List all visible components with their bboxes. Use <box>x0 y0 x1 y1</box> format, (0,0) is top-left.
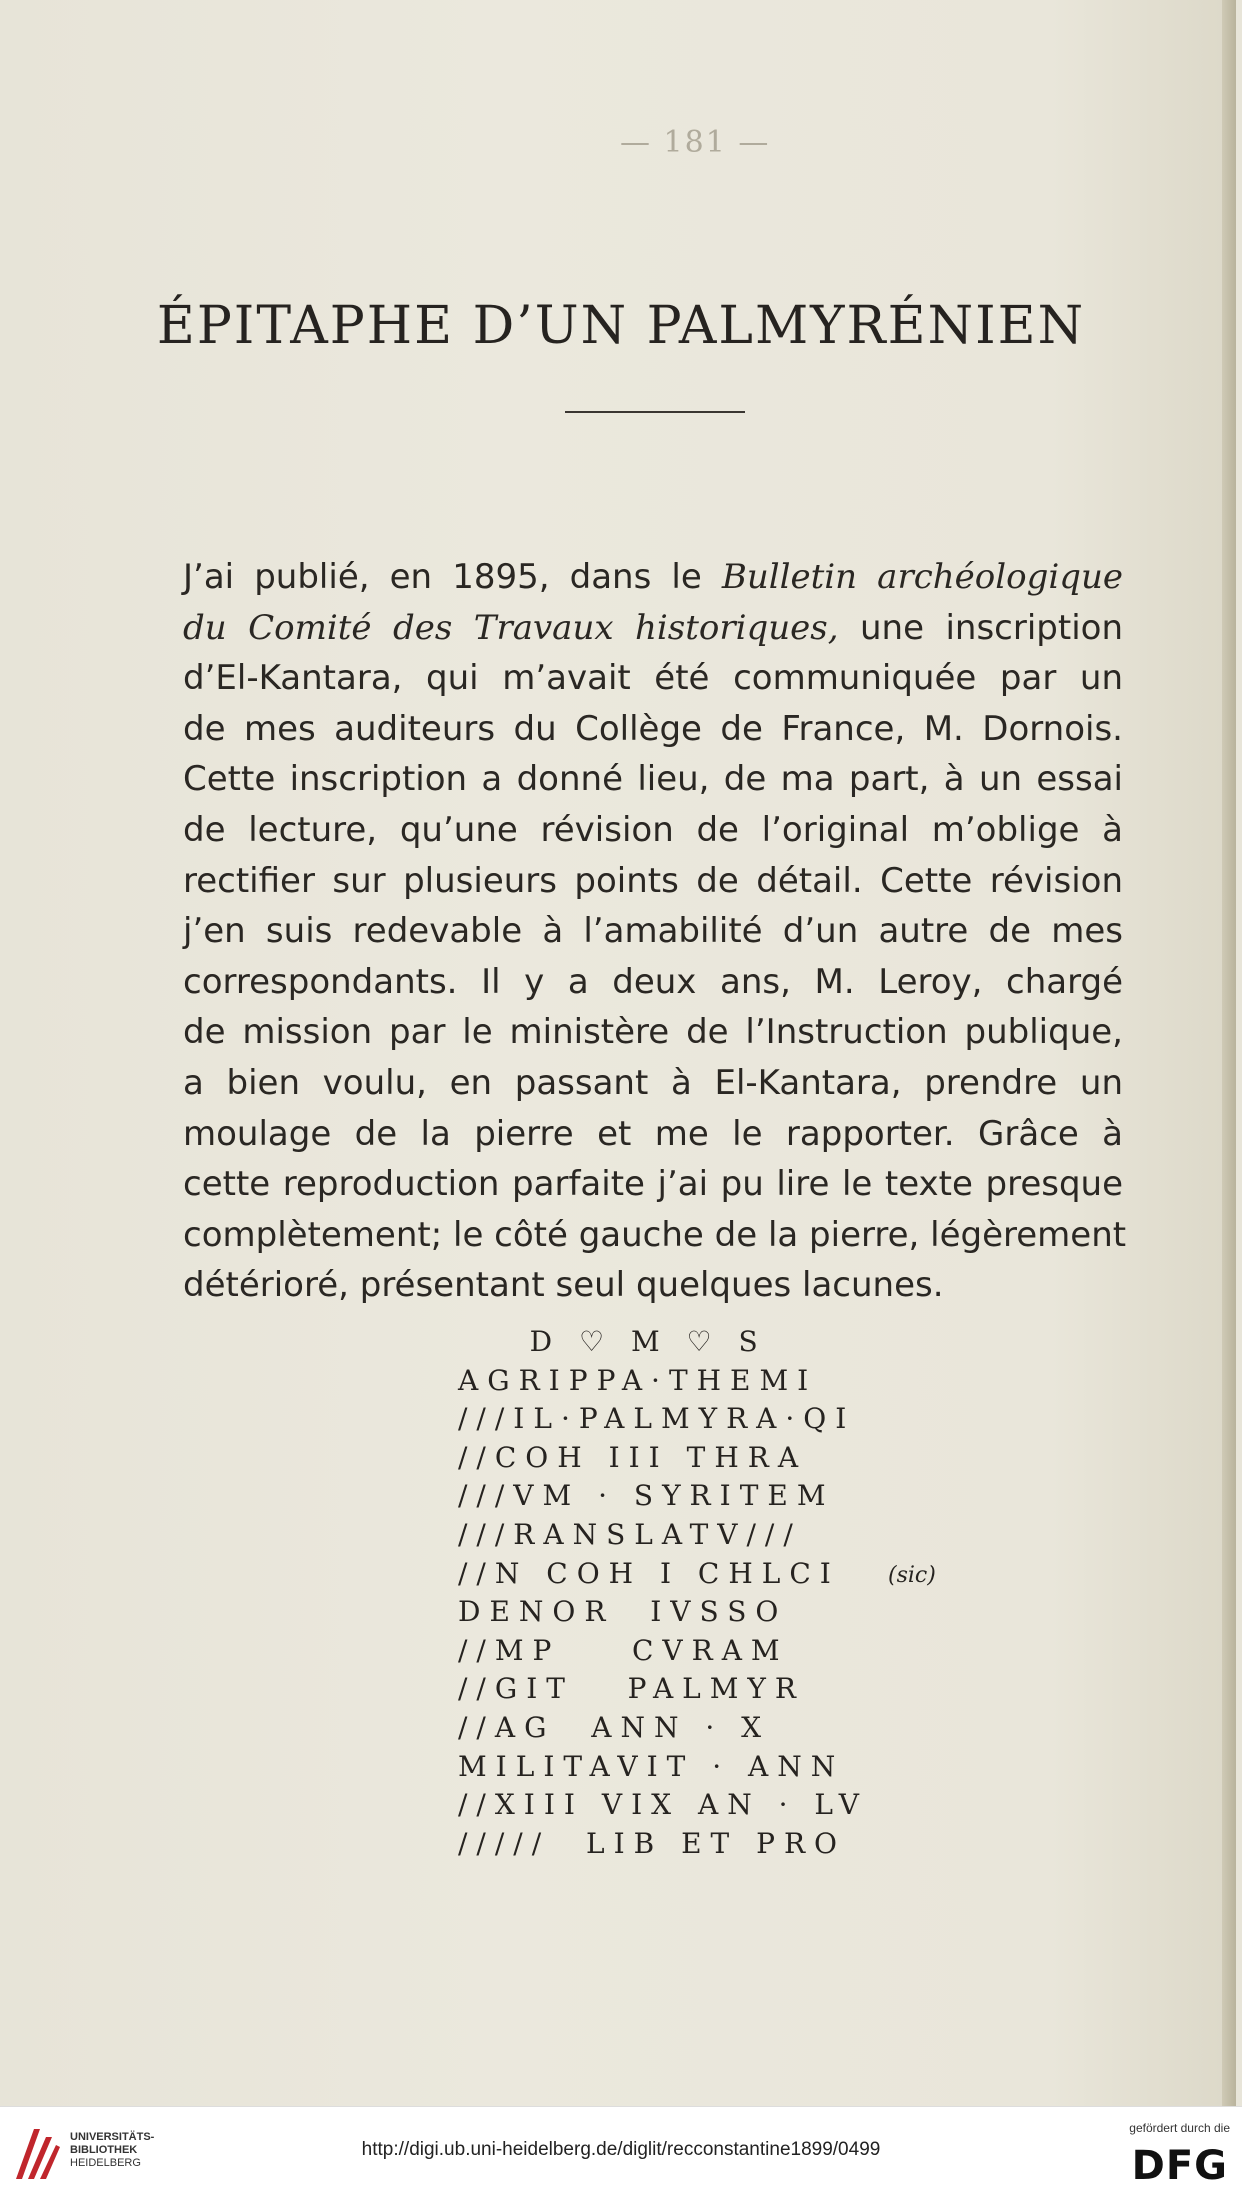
body-line <box>183 1260 1123 1311</box>
page-number: — 181 — <box>620 125 771 160</box>
body-text-run: complètement; le côté gauche de la pierre, légèrement <box>183 1214 1127 1255</box>
inscription-line: ///RANSLATV/// <box>458 1517 802 1551</box>
body-line <box>183 653 1123 704</box>
body-text-run: cette reproduction parfaite j’ai pu lire le texte presque <box>183 1164 1123 1205</box>
body-line <box>183 1210 1127 1261</box>
body-text-run: de mission par le ministère de l’Instruction publique, <box>183 1012 1123 1053</box>
body-line <box>183 1109 1123 1160</box>
body-text-run: d’El-Kantara, qui m’avait été communiquée par un <box>183 658 1123 699</box>
inscription-line: //XIII VIX AN · LV <box>458 1788 868 1822</box>
inscription-line: ///// LIB ET PRO <box>458 1826 846 1860</box>
body-text-run: une inscription <box>838 607 1123 648</box>
body-text-run: a bien voulu, en passant à El-Kantara, prendre un <box>183 1062 1123 1103</box>
italic-title-run: du Comité des Travaux historiques, <box>183 607 839 648</box>
inscription-line: //COH III THRA <box>458 1440 808 1474</box>
body-text-run: de lecture, qu’une révision de l’original m’oblige à <box>183 809 1123 850</box>
body-line <box>183 856 1123 907</box>
sic-note: (sic) <box>888 1563 936 1588</box>
inscription-line: ///IL·PALMYRA·QI <box>458 1402 856 1436</box>
body-line <box>183 552 1123 603</box>
inscription-line: MILITAVIT · ANN <box>458 1749 845 1783</box>
inscription-line: //GIT PALMYR <box>458 1672 805 1706</box>
body-paragraph <box>183 552 1127 1311</box>
body-line <box>183 906 1123 957</box>
body-line <box>183 1159 1123 1210</box>
inscription-line: //N COH I CHLCI <box>458 1556 840 1590</box>
funding-caption: gefördert durch die <box>1129 2121 1230 2135</box>
inscription-line: //MP CVRAM <box>458 1633 789 1667</box>
inscription-line: //AG ANN · X <box>458 1710 771 1744</box>
dfg-logo: DFG <box>1131 2143 1228 2189</box>
inscription-line: D ♡ M ♡ S <box>458 1325 767 1358</box>
body-text-run: détérioré, présentant seul quelques lacunes. <box>183 1265 944 1306</box>
body-text-run: correspondants. Il y a deux ans, M. Leroy, chargé <box>183 961 1123 1002</box>
body-text-run: J’ai publié, en 1895, dans le <box>183 557 722 597</box>
body-line <box>183 704 1123 755</box>
body-text-run: rectifier sur plusieurs points de détail. Cette révision <box>183 860 1123 901</box>
inscription-line: ///VM · SYRITEM <box>458 1479 835 1513</box>
body-line <box>183 754 1123 805</box>
body-line <box>183 1007 1123 1058</box>
inscription-block <box>458 1323 868 1863</box>
italic-title-run: Bulletin archéologique <box>721 557 1123 597</box>
body-line <box>183 603 1123 654</box>
inscription-line: DENOR IVSSO <box>458 1595 788 1629</box>
body-text-run: moulage de la pierre et me le rapporter. Grâce à <box>183 1113 1123 1154</box>
library-name-line: BIBLIOTHEK <box>70 2144 138 2156</box>
footer-bar <box>0 2106 1242 2198</box>
body-text-run: j’en suis redevable à l’amabilité d’un autre de mes <box>183 911 1123 952</box>
page-title: ÉPITAPHE D’UN PALMYRÉNIEN <box>156 296 1086 356</box>
body-text-run: de mes auditeurs du Collège de France, M. Dornois. <box>183 708 1123 749</box>
body-text-run: Cette inscription a donné lieu, de ma part, à un essai <box>183 759 1123 800</box>
title-divider <box>565 411 745 413</box>
library-name-line: HEIDELBERG <box>70 2157 141 2169</box>
body-line <box>183 805 1123 856</box>
inscription-line: AGRIPPA·THEMI <box>458 1363 818 1397</box>
library-name-line: UNIVERSITÄTS- <box>70 2131 155 2143</box>
permalink-url[interactable]: http://digi.ub.uni-heidelberg.de/diglit/recconstantine1899/0499 <box>361 2139 881 2160</box>
body-line <box>183 1058 1123 1109</box>
body-line <box>183 957 1123 1008</box>
